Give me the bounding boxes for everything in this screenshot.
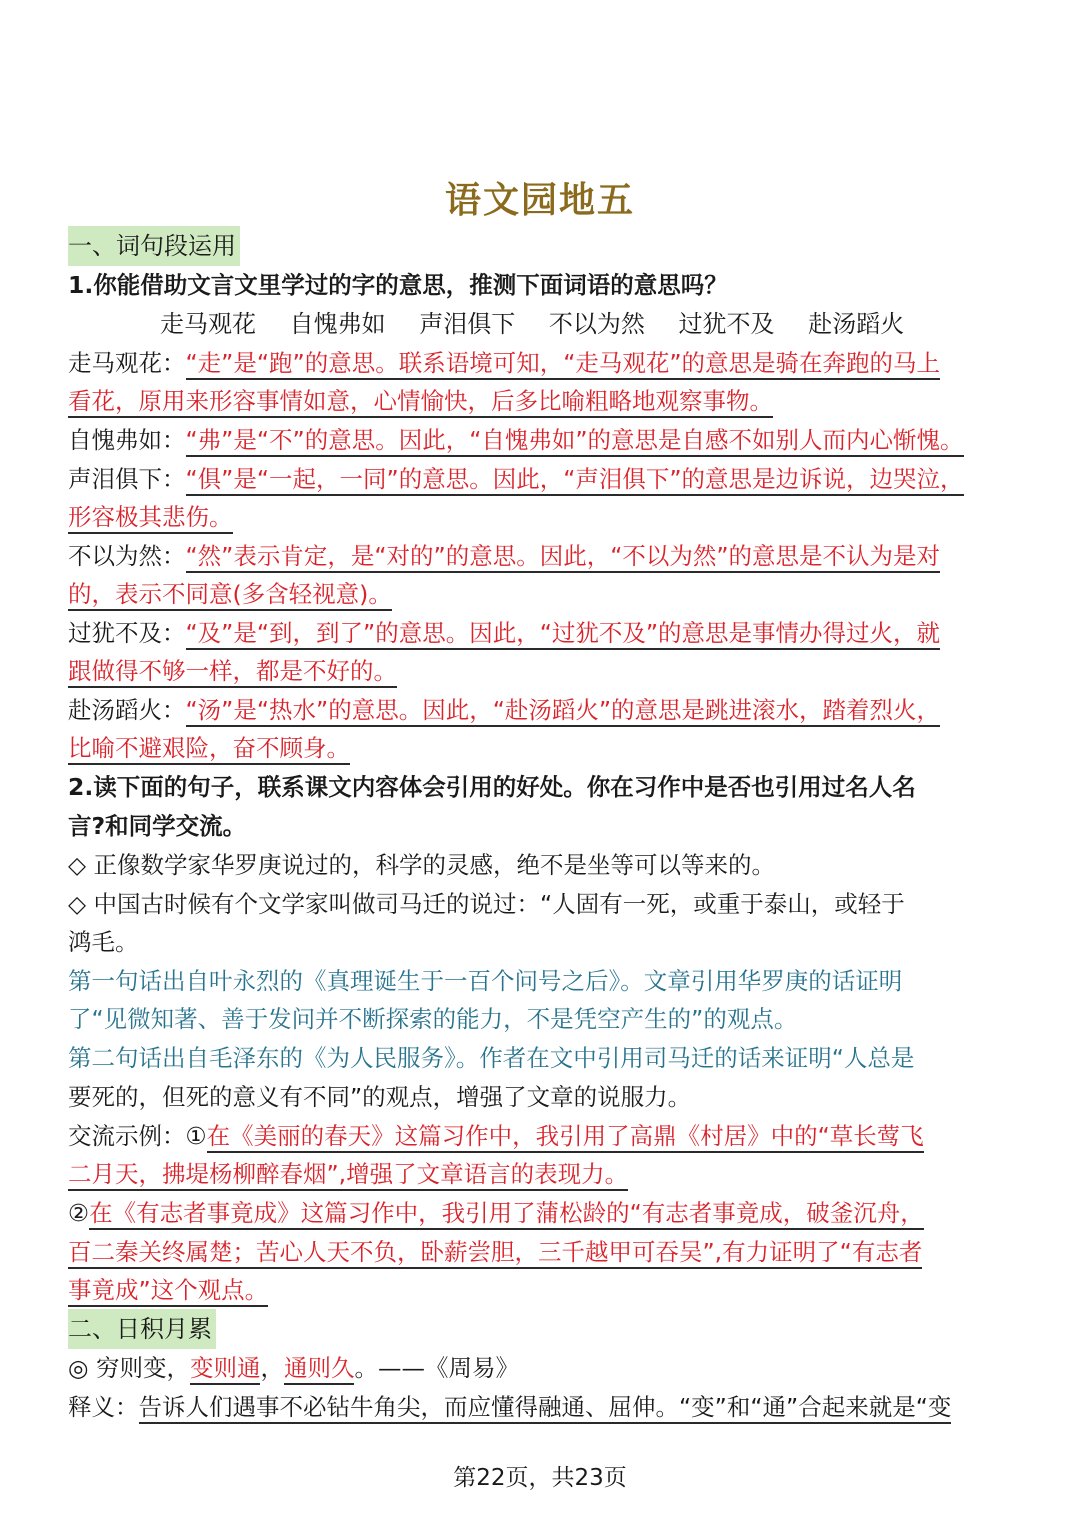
- answer-row: [68, 382, 773, 420]
- answer-row: [68, 614, 940, 652]
- quote-row: [68, 1349, 519, 1387]
- answer-text: “汤”是“热水”的意思。因此，“赴汤蹈火”的意思是跳进滚水，踏着烈火，: [186, 696, 941, 727]
- meaning-row: [68, 1388, 951, 1426]
- term-item: 过犹不及: [678, 310, 775, 338]
- section-heading-1: 一、词句段运用: [68, 226, 240, 266]
- answer-text: 比喻不避艰险，奋不顾身。: [68, 734, 350, 765]
- example-text: 百二秦关终属楚；苦心人天不负，卧薪尝胆，三千越甲可吞吴”,有力证明了“有志者: [68, 1238, 922, 1269]
- answer-label: 自愧弗如：: [68, 426, 186, 454]
- answer-text: 形容极其悲伤。: [68, 503, 233, 534]
- answer-label: 赴汤蹈火：: [68, 696, 186, 724]
- page-number: 第22页，共23页: [453, 1465, 627, 1491]
- sentence-2: ◇ 中国古时候有个文学家叫做司马迁的说过：“人固有一死，或重于泰山，或轻于: [68, 890, 905, 918]
- quote-source: 。——《周易》: [354, 1354, 519, 1382]
- example-text: 事竟成”这个观点。: [68, 1276, 268, 1307]
- answer-text: “然”表示肯定，是“对的”的意思。因此，“不以为然”的意思是不认为是对: [186, 542, 941, 573]
- explanation-2-cont: 要死的，但死的意义有不同”的观点，增强了文章的说服力。: [68, 1083, 692, 1111]
- answer-label: 声泪俱下：: [68, 465, 186, 493]
- page-title: 语文园地五: [444, 180, 635, 221]
- answer-row: [68, 421, 964, 459]
- answer-row: [68, 344, 940, 382]
- term-item: 走马观花: [160, 310, 256, 338]
- answer-label: 过犹不及：: [68, 619, 186, 647]
- example-row: [68, 1233, 922, 1271]
- example-text: 在《有志者事竟成》这篇习作中，我引用了蒲松龄的“有志者事竟成，破釜沉舟，: [89, 1199, 924, 1230]
- answer-row: [68, 729, 350, 767]
- meaning-text: 告诉人们遇事不必钻牛角尖，而应懂得融通、屈伸。“变”和“通”合起来就是“变: [139, 1393, 952, 1424]
- question-2-cont: 言?和同学交流。: [68, 812, 247, 840]
- example-row: [68, 1271, 268, 1309]
- example-text: 二月天，拂堤杨柳醉春烟”,增强了文章语言的表现力。: [68, 1160, 628, 1191]
- answer-text: 的，表示不同意(多含轻视意)。: [68, 580, 392, 611]
- example-text: 在《美丽的春天》这篇习作中，我引用了高鼎《村居》中的“草长莺飞: [207, 1122, 924, 1153]
- quote-highlight: 变则通: [190, 1354, 261, 1385]
- answer-text: 跟做得不够一样，都是不好的。: [68, 657, 397, 688]
- answer-row: [68, 652, 397, 690]
- answer-label: 走马观花：: [68, 349, 186, 377]
- explanation-1: 第一句话出自叶永烈的《真理诞生于一百个问号之后》。文章引用华罗庚的话证明: [68, 967, 903, 995]
- question-2: 2.读下面的句子，联系课文内容体会引用的好处。你在习作中是否也引用过名人名: [68, 773, 916, 801]
- example-number: ②: [68, 1199, 90, 1227]
- answer-text: “弗”是“不”的意思。因此，“自愧弗如”的意思是自感不如别人而内心惭愧。: [186, 426, 964, 457]
- answer-row: [68, 460, 964, 498]
- answer-row: [68, 537, 940, 575]
- quote-part: ◎ 穷则变，: [68, 1354, 190, 1382]
- explanation-2: 第二句话出自毛泽东的《为人民服务》。作者在文中引用司马迁的话来证明“人总是: [68, 1044, 915, 1072]
- example-row: [68, 1155, 628, 1193]
- explanation-1-cont: 了“见微知著、善于发问并不断探索的能力，不是凭空产生的”的观点。: [68, 1005, 798, 1033]
- example-row: [68, 1194, 924, 1232]
- example-label: 交流示例：: [68, 1122, 186, 1150]
- term-item: 声泪俱下: [419, 310, 516, 338]
- answer-label: 不以为然：: [68, 542, 186, 570]
- quote-part: ，: [260, 1354, 284, 1382]
- answer-text: “及”是“到，到了”的意思。因此，“过犹不及”的意思是事情办得过火，就: [186, 619, 941, 650]
- example-row: [68, 1117, 924, 1155]
- answer-row: [68, 575, 392, 613]
- question-1: 1.你能借助文言文里学过的字的意思，推测下面词语的意思吗？: [68, 271, 728, 299]
- sentence-1: ◇ 正像数学家华罗庚说过的，科学的灵感，绝不是坐等可以等来的。: [68, 851, 776, 879]
- answer-text: “走”是“跑”的意思。联系语境可知，“走马观花”的意思是骑在奔跑的马上: [186, 349, 941, 380]
- term-item: 赴汤蹈火: [808, 310, 905, 338]
- answer-row: [68, 498, 233, 536]
- example-number: ①: [185, 1122, 207, 1150]
- answer-text: “俱”是“一起，一同”的意思。因此，“声泪俱下”的意思是边诉说，边哭泣，: [186, 465, 964, 496]
- term-item: 不以为然: [548, 310, 645, 338]
- answer-text: 看花，原用来形容事情如意，心情愉快，后多比喻粗略地观察事物。: [68, 387, 773, 418]
- answer-row: [68, 691, 940, 729]
- term-item: 自愧弗如: [289, 310, 386, 338]
- quote-highlight: 通则久: [284, 1354, 355, 1385]
- sentence-2-cont: 鸿毛。: [68, 928, 139, 956]
- section-heading-2: 二、日积月累: [68, 1309, 216, 1349]
- meaning-label: 释义：: [68, 1393, 139, 1421]
- term-list: [160, 305, 930, 343]
